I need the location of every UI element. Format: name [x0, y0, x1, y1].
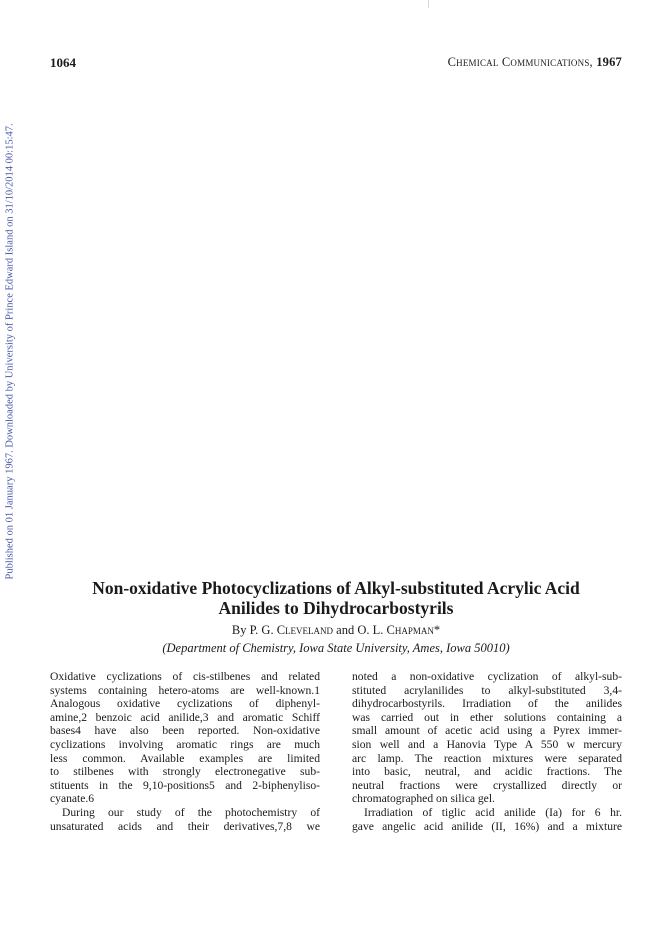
- text-line: small amount of acetic acid using a Pyrex immer-: [352, 724, 622, 738]
- text-line: neutral fractions were crystallized directly or: [352, 778, 622, 792]
- text-line: cyanate.6: [50, 792, 95, 806]
- journal-year: 1967: [596, 55, 622, 69]
- text-line: gave angelic acid anilide (II, 16%) and a mixture: [352, 819, 622, 833]
- byline-and: and: [336, 623, 355, 637]
- page-number: 1064: [50, 55, 76, 70]
- byline-prefix: By: [231, 623, 247, 637]
- text-line: stituents in the 9,10-positions5 and 2-biphenyliso-: [50, 778, 320, 792]
- text-line: cyclizations involving aromatic rings are much: [50, 737, 320, 751]
- body-column-left: [50, 670, 320, 833]
- author-1: P. G. Cleveland: [249, 623, 334, 637]
- text-line: arc lamp. The reaction mixtures were separated: [352, 751, 622, 765]
- affiliation: [40, 641, 632, 656]
- text-line: unsaturated acids and their derivatives,7,8 we: [50, 819, 320, 833]
- text-line: dihydrocarbostyrils. Irradiation of the anilides: [352, 697, 622, 711]
- text-line: systems containing hetero-atoms are well-known.1: [50, 683, 320, 697]
- text-line: chromatographed on silica gel.: [352, 792, 495, 806]
- download-notice-link[interactable]: Published on 01 January 1967. Downloaded by University of Prince Edward Island on 31/10/2014 00:15:47.: [4, 123, 16, 580]
- text-line: to stilbenes with strongly electronegative sub-: [50, 765, 320, 779]
- byline: [40, 623, 632, 638]
- body-column-right: [352, 670, 622, 833]
- text-line: noted a non-oxidative cyclization of alkyl-sub-: [352, 670, 622, 683]
- text-line: sion well and a Hanovia Type A 550 w mercury: [352, 737, 622, 751]
- title-line-2: Anilides to Dihydrocarbostyrils: [218, 598, 454, 618]
- article-title: [40, 578, 632, 618]
- text-line: was carried out in ether solutions containing a: [352, 710, 622, 724]
- affiliation-text: (Department of Chemistry, Iowa State University, Ames, Iowa 50010): [162, 641, 510, 655]
- text-line: Oxidative cyclizations of cis-stilbenes and related: [50, 670, 320, 683]
- top-edge-mark: [428, 0, 429, 8]
- text-line: bases4 have also been reported. Non-oxidative: [50, 724, 320, 738]
- text-line: amine,2 benzoic acid anilide,3 and aromatic Schiff: [50, 710, 320, 724]
- text-line: During our study of the photochemistry of: [62, 805, 320, 819]
- journal-name: Chemical Communications: [447, 55, 590, 69]
- text-line: into basic, neutral, and acidic fractions. The: [352, 765, 622, 779]
- title-line-1: Non-oxidative Photocyclizations of Alkyl-substituted Acrylic Acid: [92, 578, 580, 598]
- text-line: Analogous oxidative cyclizations of diphenyl-: [50, 697, 320, 711]
- running-header: Chemical Communications, 1967: [447, 55, 622, 69]
- text-line: Irradiation of tiglic acid anilide (Ia) for 6 hr.: [364, 805, 622, 819]
- text-line: less common. Available examples are limited: [50, 751, 320, 765]
- text-line: stituted acrylanilides to alkyl-substituted 3,4-: [352, 683, 622, 697]
- author-2: O. L. Chapman*: [357, 623, 441, 637]
